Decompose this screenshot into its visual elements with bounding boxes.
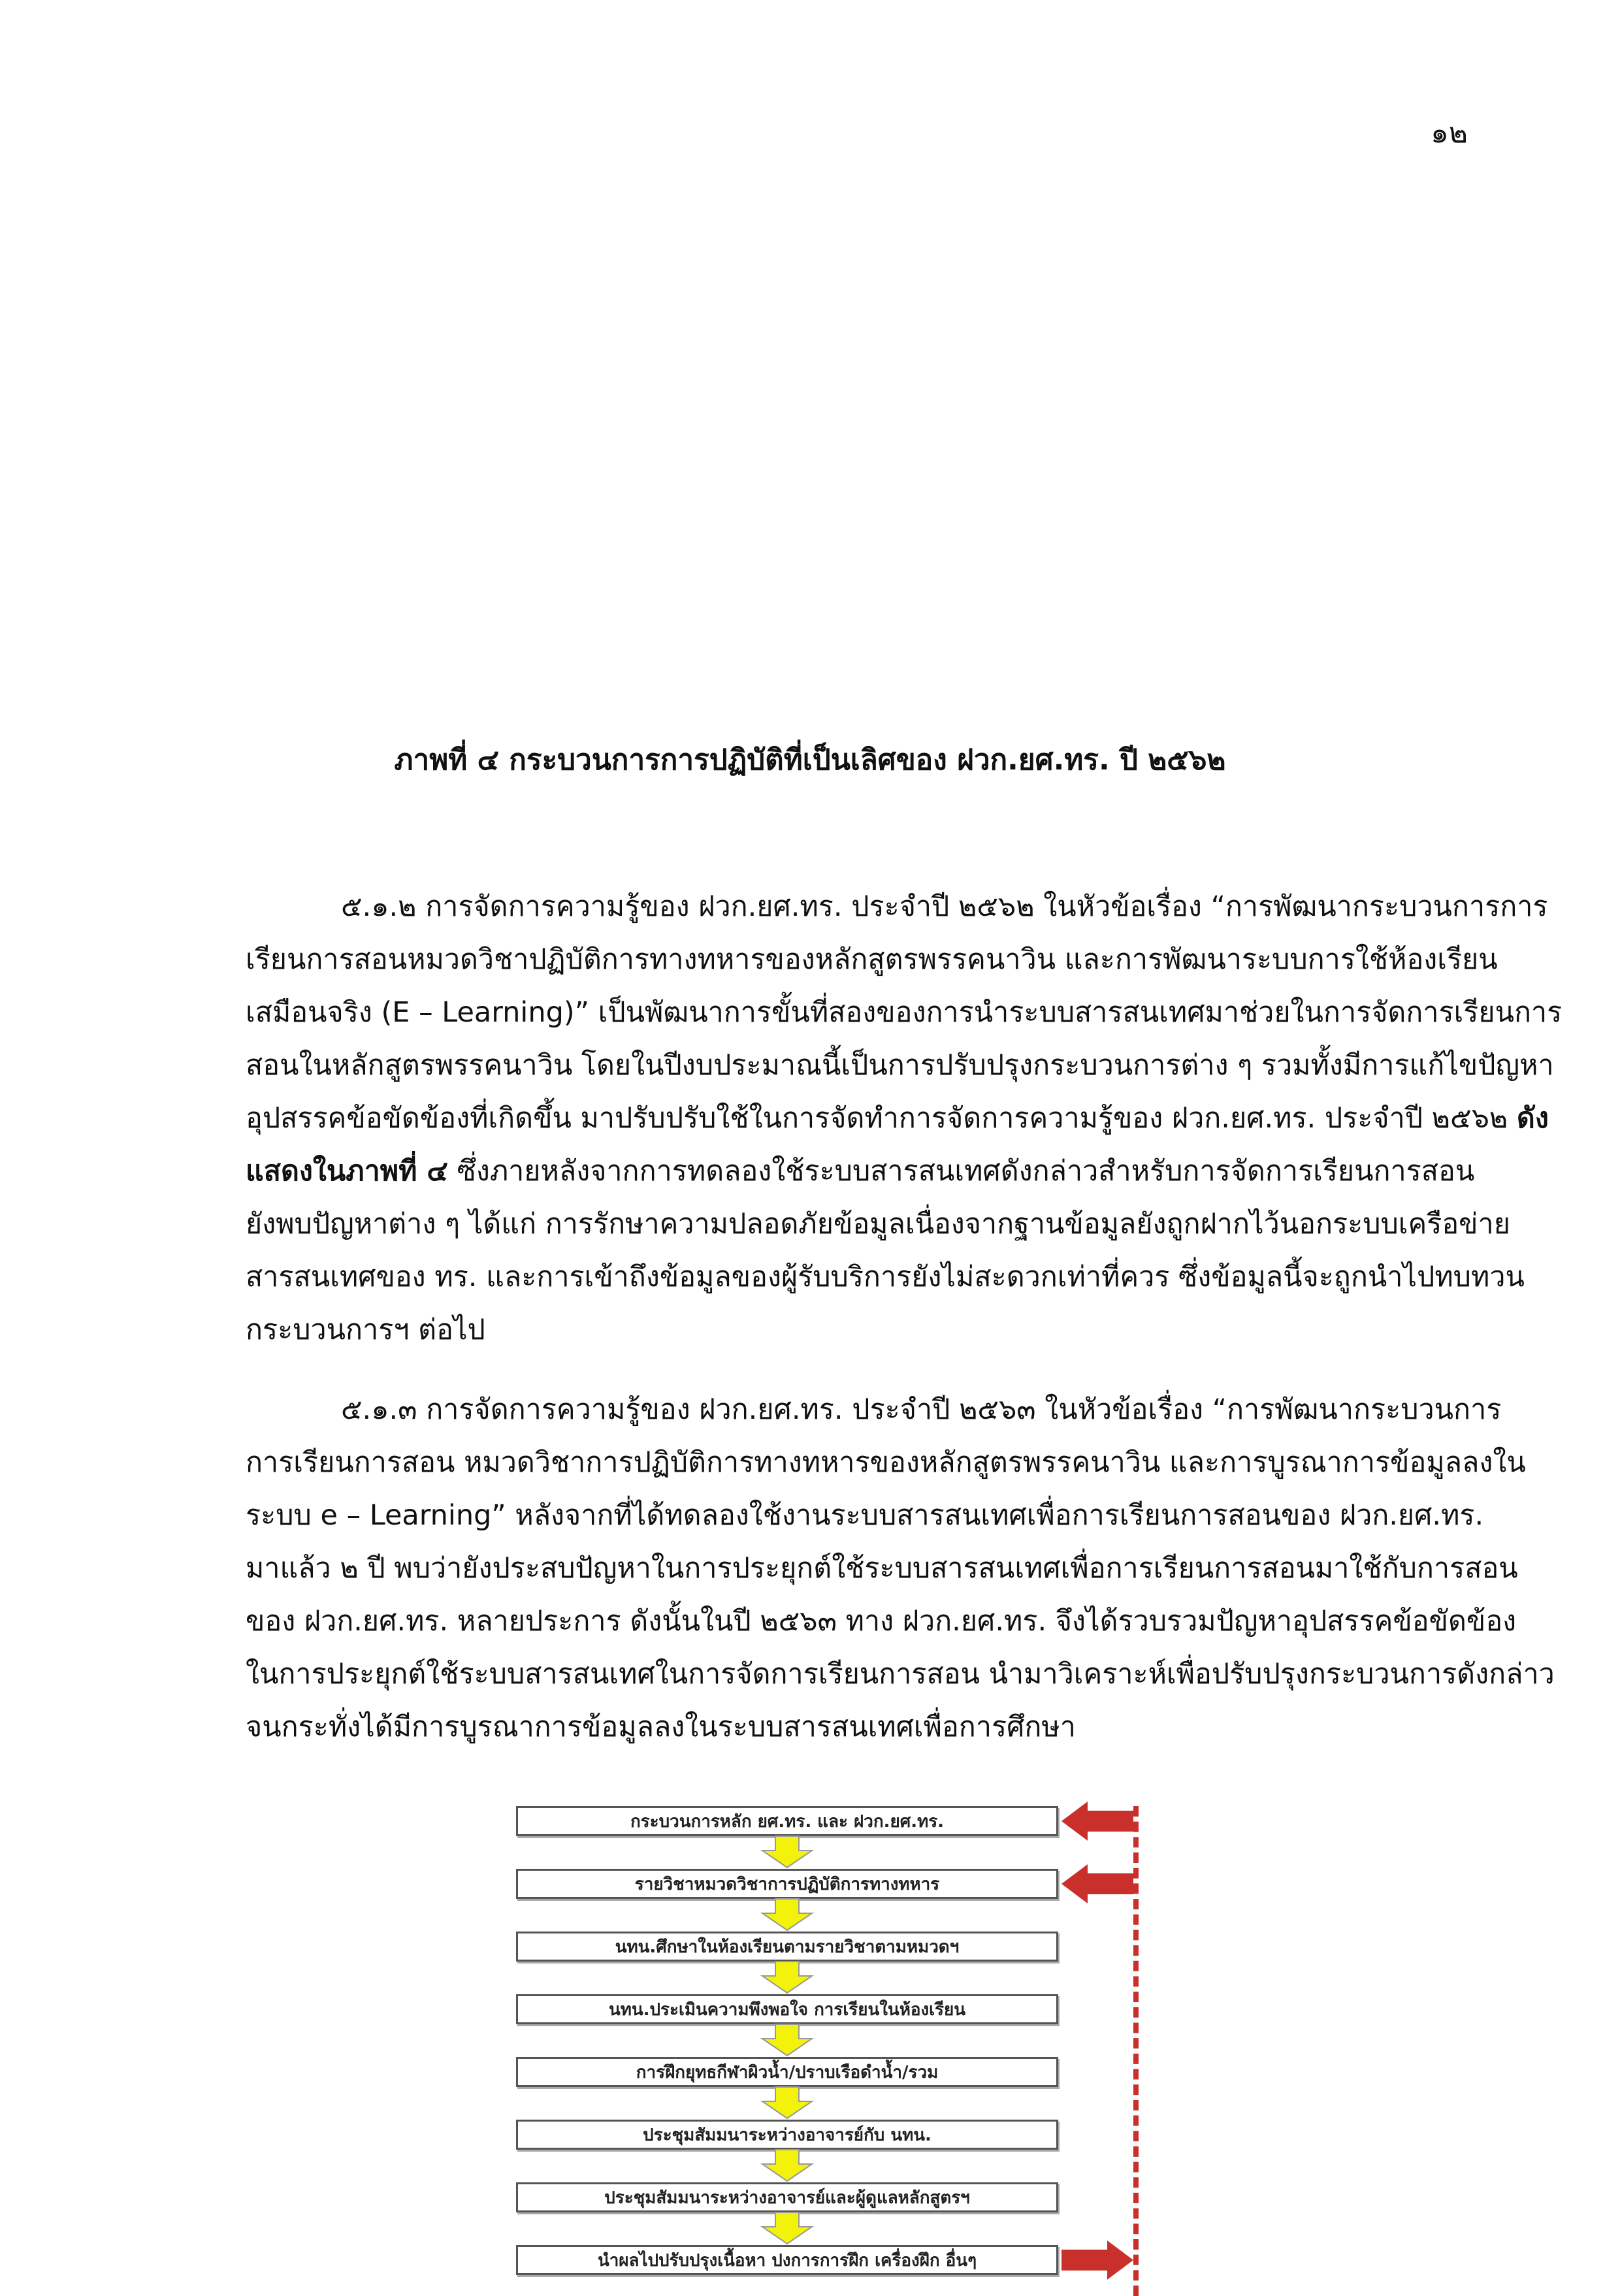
- process-flow-diagram: [510, 1800, 1150, 2291]
- page-number: ๑๒: [1431, 116, 1468, 150]
- feedback-arrow-icon: [1061, 1864, 1133, 1903]
- down-arrow-icon: [761, 2087, 813, 2120]
- flow-step: กระบวนการหลัก ยศ.ทร. และ ฝวก.ยศ.ทร.: [516, 1806, 1058, 1836]
- paragraph-line: ในการประยุกต์ใช้ระบบสารสนเทศในการจัดการเรียนการสอน นำมาวิเคราะห์เพื่อปรับปรุงกระบวนการดังกล่าว: [246, 1658, 1555, 1690]
- down-arrow-icon: [761, 2150, 813, 2182]
- paragraph-line: การเรียนการสอน หมวดวิชาการปฏิบัติการทางทหารของหลักสูตรพรรคนาวิน และการบูรณาการข้อมูลลงใน: [246, 1446, 1526, 1479]
- paragraph-line: จนกระทั่งได้มีการบูรณาการข้อมูลลงในระบบสารสนเทศเพื่อการศึกษา: [246, 1711, 1076, 1743]
- feedback-arrow-icon: [1061, 1802, 1133, 1841]
- paragraph-line: ระบบ e – Learning” หลังจากที่ได้ทดลองใช้งานระบบสารสนเทศเพื่อการเรียนการสอนของ ฝวก.ยศ.ทร.: [246, 1499, 1484, 1532]
- feedback-dashed-line: [1133, 1806, 1139, 2296]
- flow-step: ประชุมสัมมนาระหว่างอาจารย์กับ นทน.: [516, 2120, 1058, 2150]
- paragraph-line: กระบวนการฯ ต่อไป: [246, 1314, 485, 1346]
- flow-step: นทน.ประเมินความพึงพอใจ การเรียนในห้องเรียน: [516, 1994, 1058, 2024]
- paragraph-line: [246, 1145, 1493, 1198]
- flow-step: การฝึกยุทธกีฬาผิวน้ำ/ปราบเรือดำน้ำ/รวม: [516, 2057, 1058, 2087]
- figure-caption: ภาพที่ ๔ กระบวนการการปฏิบัติที่เป็นเลิศของ ฝวก.ยศ.ทร. ปี ๒๕๖๒: [394, 743, 1226, 777]
- paragraph-line: สารสนเทศของ ทร. และการเข้าถึงข้อมูลของผู้รับบริการยังไม่สะดวกเท่าที่ควร ซึ่งข้อมูลนี้จะถูกนำไปทบทวน: [246, 1261, 1525, 1293]
- paragraph-line: ๕.๑.๓ การจัดการความรู้ของ ฝวก.ยศ.ทร. ประจำปี ๒๕๖๓ ในหัวข้อเรื่อง “การพัฒนากระบวนการ: [341, 1393, 1502, 1426]
- paragraph-5-1-3: [246, 1383, 1555, 1754]
- flow-step: นทน.ศึกษาในห้องเรียนตามรายวิชาตามหมวดฯ: [516, 1932, 1058, 1962]
- down-arrow-icon: [761, 2024, 813, 2057]
- feedback-arrow-icon: [1061, 2240, 1133, 2280]
- bold-reference: แสดงในภาพที่ ๔: [246, 1155, 448, 1188]
- paragraph-line: [246, 1092, 1549, 1145]
- paragraph-line: สอนในหลักสูตรพรรคนาวิน โดยในปีงบประมาณนี้เป็นการปรับปรุงกระบวนการต่าง ๆ รวมทั้งมีการแก้ไขปัญหา: [246, 1049, 1554, 1082]
- paragraph-5-1-2: [246, 881, 1563, 1357]
- paragraph-line: ยังพบปัญหาต่าง ๆ ได้แก่ การรักษาความปลอดภัยข้อมูลเนื่องจากฐานข้อมูลยังถูกฝากไว้นอกระบบเครือข่าย: [246, 1208, 1510, 1240]
- paragraph-line: เรียนการสอนหมวดวิชาปฏิบัติการทางทหารของหลักสูตรพรรคนาวิน และการพัฒนาระบบการใช้ห้องเรียน: [246, 943, 1498, 976]
- down-arrow-icon: [761, 1899, 813, 1932]
- paragraph-text: ซึ่งภายหลังจากการทดลองใช้ระบบสารสนเทศดังกล่าวสำหรับการจัดการเรียนการสอน: [447, 1155, 1475, 1188]
- down-arrow-icon: [761, 1962, 813, 1994]
- paragraph-line: มาแล้ว ๒ ปี พบว่ายังประสบปัญหาในการประยุกต์ใช้ระบบสารสนเทศเพื่อการเรียนการสอนมาใช้กับการสอน: [246, 1552, 1518, 1585]
- paragraph-text: อุปสรรคข้อขัดข้องที่เกิดขึ้น มาปรับปรับใช้ในการจัดทำการจัดการความรู้ของ ฝวก.ยศ.ทร. ประจำปี ๒๕๖๒: [246, 1102, 1508, 1135]
- down-arrow-icon: [761, 1836, 813, 1869]
- down-arrow-icon: [761, 2212, 813, 2245]
- bold-reference: ดัง: [1516, 1102, 1549, 1135]
- flow-step: นำผลไปปรับปรุงเนื้อหา ปงการการฝึก เครื่องฝึก อื่นๆ: [516, 2245, 1058, 2275]
- paragraph-line: ของ ฝวก.ยศ.ทร. หลายประการ ดังนั้นในปี ๒๕๖๓ ทาง ฝวก.ยศ.ทร. จึงได้รวบรวมปัญหาอุปสรรคข้อขัดข้อง: [246, 1605, 1517, 1638]
- paragraph-line: เสมือนจริง (E – Learning)” เป็นพัฒนาการขั้นที่สองของการนำระบบสารสนเทศมาช่วยในการจัดการเรียนการ: [246, 996, 1563, 1029]
- paragraph-line: ๕.๑.๒ การจัดการความรู้ของ ฝวก.ยศ.ทร. ประจำปี ๒๕๖๒ ในหัวข้อเรื่อง “การพัฒนากระบวนการการ: [341, 890, 1548, 923]
- flow-step: ประชุมสัมมนาระหว่างอาจารย์และผู้ดูแลหลักสูตรฯ: [516, 2182, 1058, 2212]
- flow-step: รายวิชาหมวดวิชาการปฏิบัติการทางทหาร: [516, 1869, 1058, 1899]
